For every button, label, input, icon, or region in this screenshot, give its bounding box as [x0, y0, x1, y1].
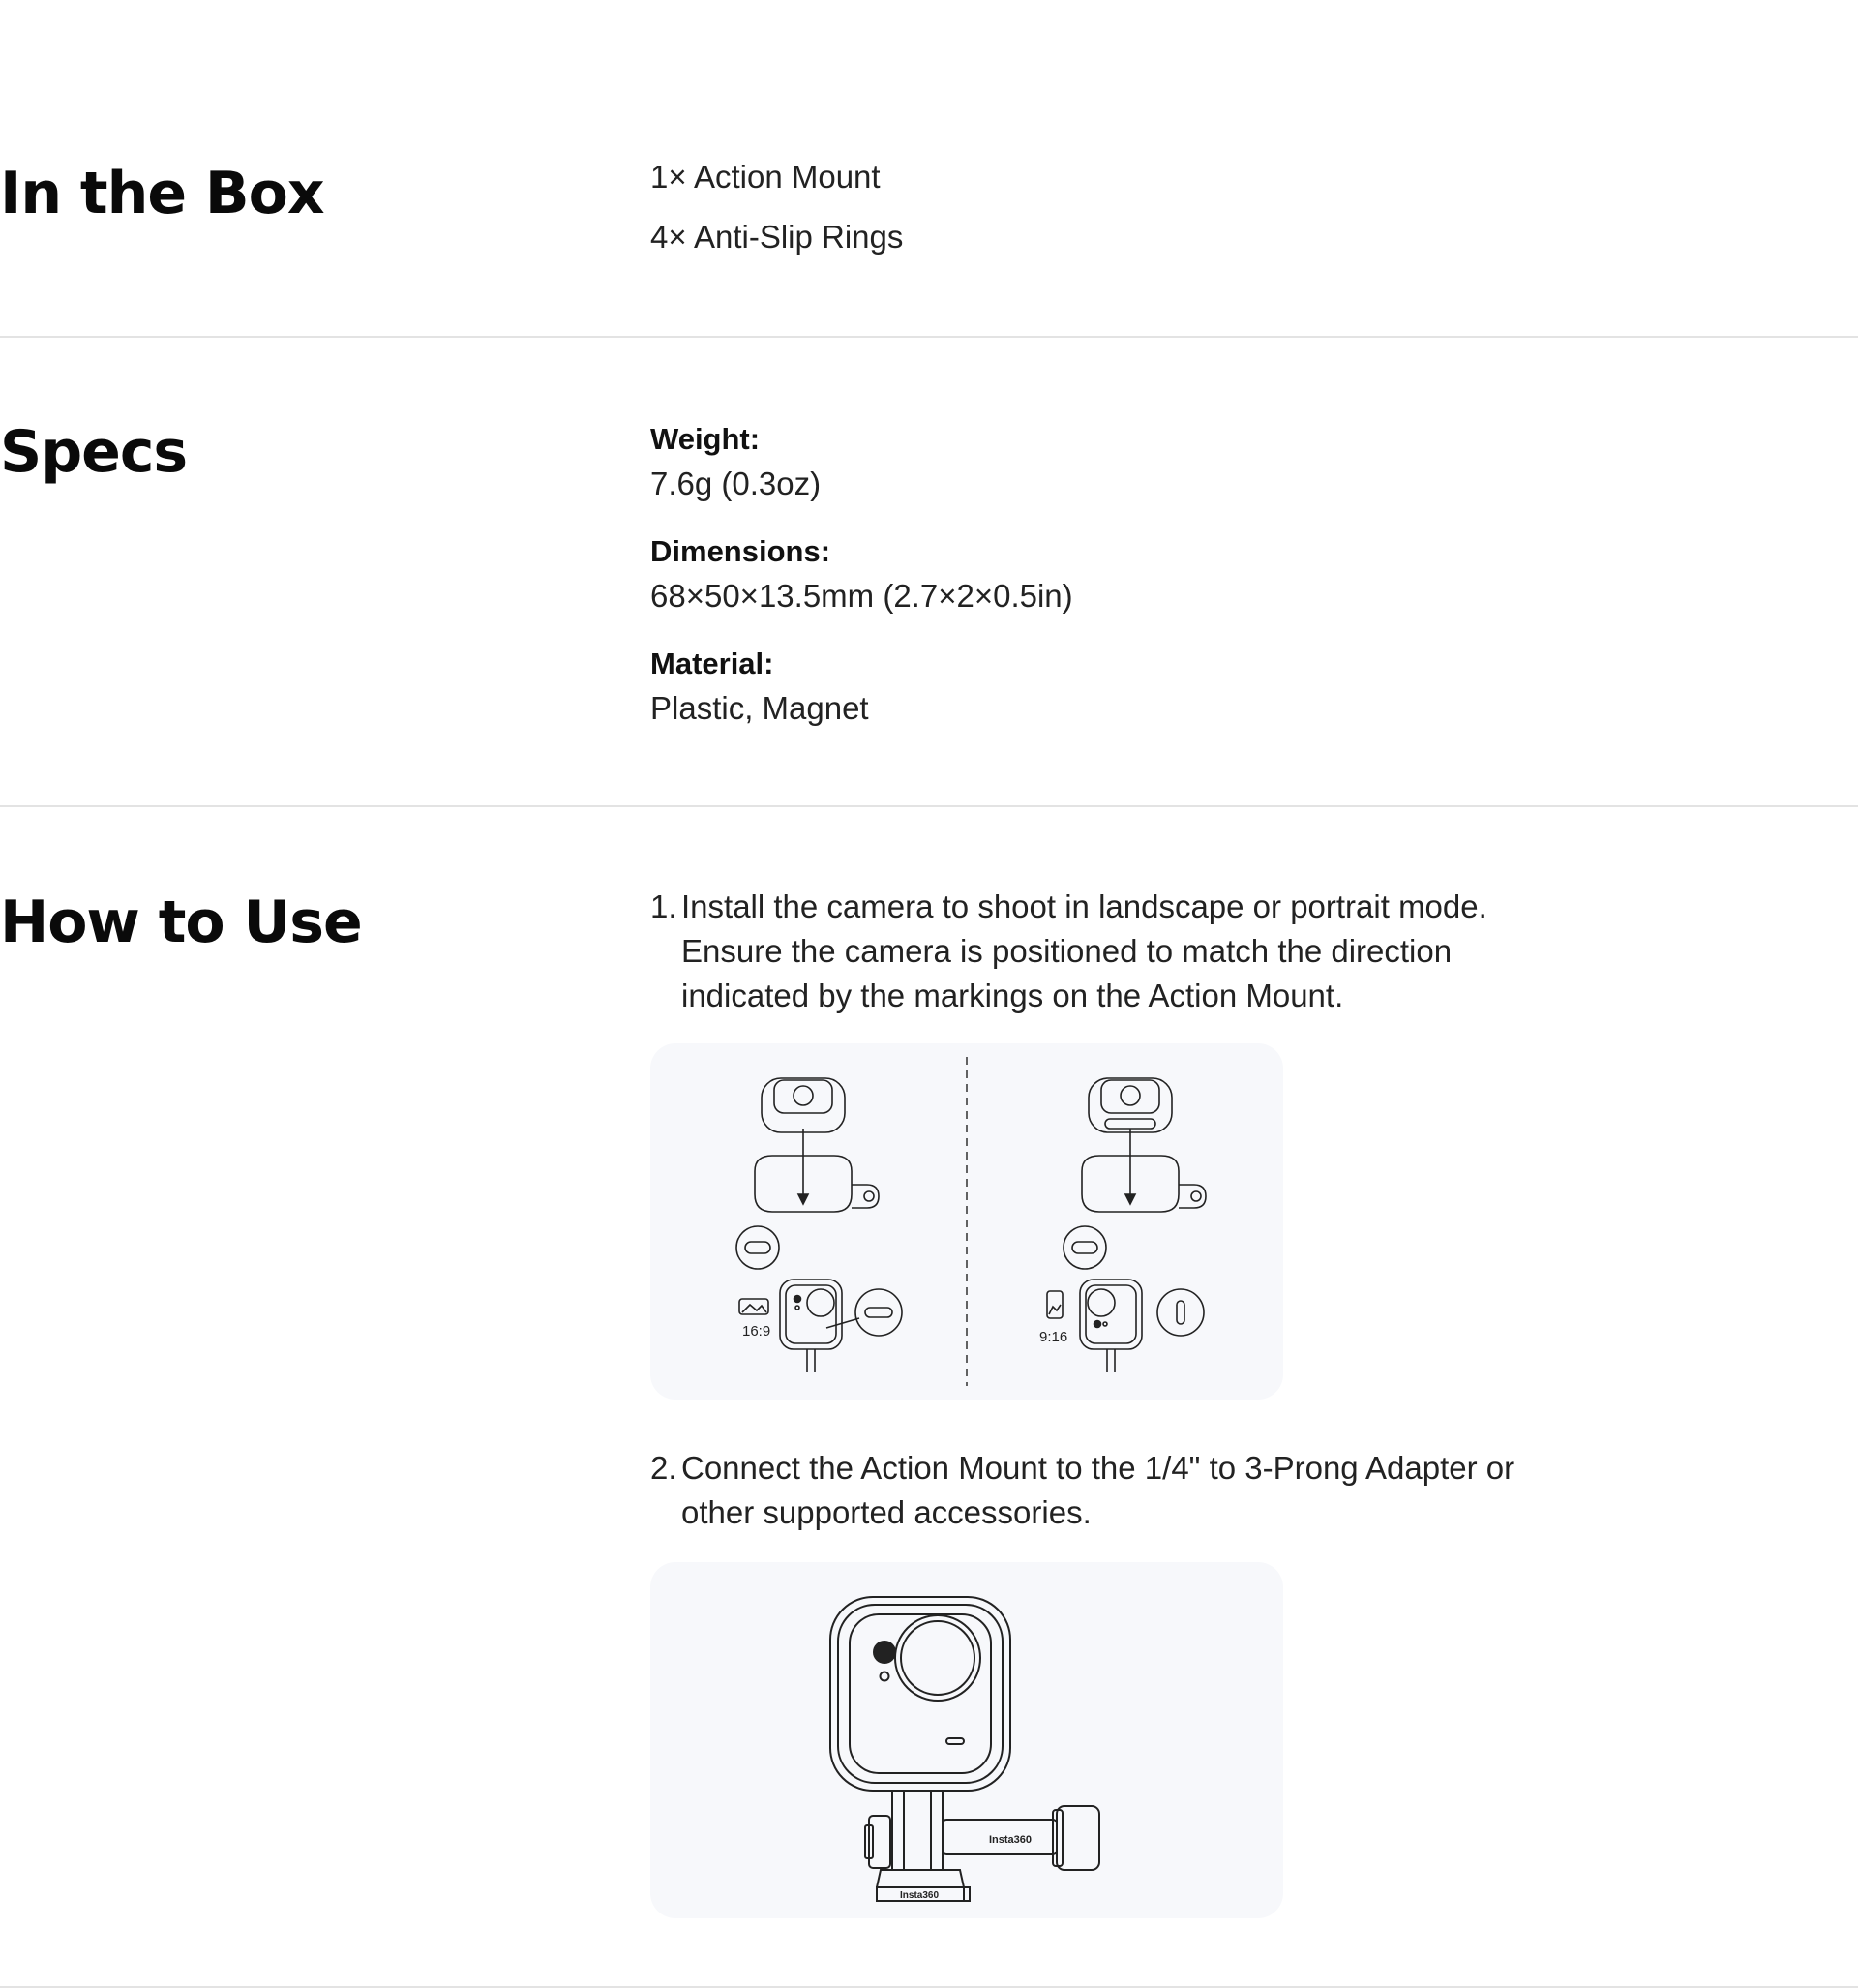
- brand-mark-base: Insta360: [900, 1890, 940, 1901]
- in-the-box-list: [650, 147, 903, 267]
- specs-section: [0, 338, 1858, 807]
- specs-title: Specs: [0, 418, 188, 486]
- spec-value-weight: 7.6g (0.3oz): [650, 466, 822, 501]
- landscape-ratio-label: 16:9: [742, 1323, 771, 1340]
- adapter-illustration: [650, 1562, 1283, 1918]
- orientation-illustration: [650, 1043, 1283, 1400]
- portrait-ratio-label: 9:16: [1039, 1329, 1068, 1345]
- how-to-use-steps: [650, 885, 1521, 1918]
- step-number: 2.: [650, 1450, 677, 1486]
- step-text: Install the camera to shoot in landscape or portrait mode. Ensure the camera is positioned to match the direction indicated by the markings on the Action Mount.: [681, 889, 1487, 1013]
- box-item: 1× Action Mount: [650, 159, 881, 195]
- spec-label-material: Material:: [650, 647, 774, 680]
- how-to-use-title: How to Use: [0, 889, 362, 956]
- step-number: 1.: [650, 889, 677, 924]
- brand-mark-arm: Insta360: [989, 1834, 1033, 1846]
- spec-value-material: Plastic, Magnet: [650, 690, 869, 726]
- box-item: 4× Anti-Slip Rings: [650, 219, 904, 255]
- diagram-adapter: [650, 1562, 1283, 1918]
- in-the-box-title: In the Box: [0, 160, 324, 227]
- step-1: [650, 885, 1521, 1018]
- spec-label-weight: Weight:: [650, 422, 761, 456]
- spec-label-dimensions: Dimensions:: [650, 534, 831, 568]
- in-the-box-section: [0, 0, 1858, 338]
- diagram-orientation: [650, 1043, 1283, 1400]
- how-to-use-section: [0, 807, 1858, 1988]
- step-text: Connect the Action Mount to the 1/4" to 3-Prong Adapter or other supported accessories.: [681, 1450, 1515, 1530]
- step-2: [650, 1446, 1521, 1535]
- specs-list: [650, 417, 1073, 754]
- spec-value-dimensions: 68×50×13.5mm (2.7×2×0.5in): [650, 578, 1073, 614]
